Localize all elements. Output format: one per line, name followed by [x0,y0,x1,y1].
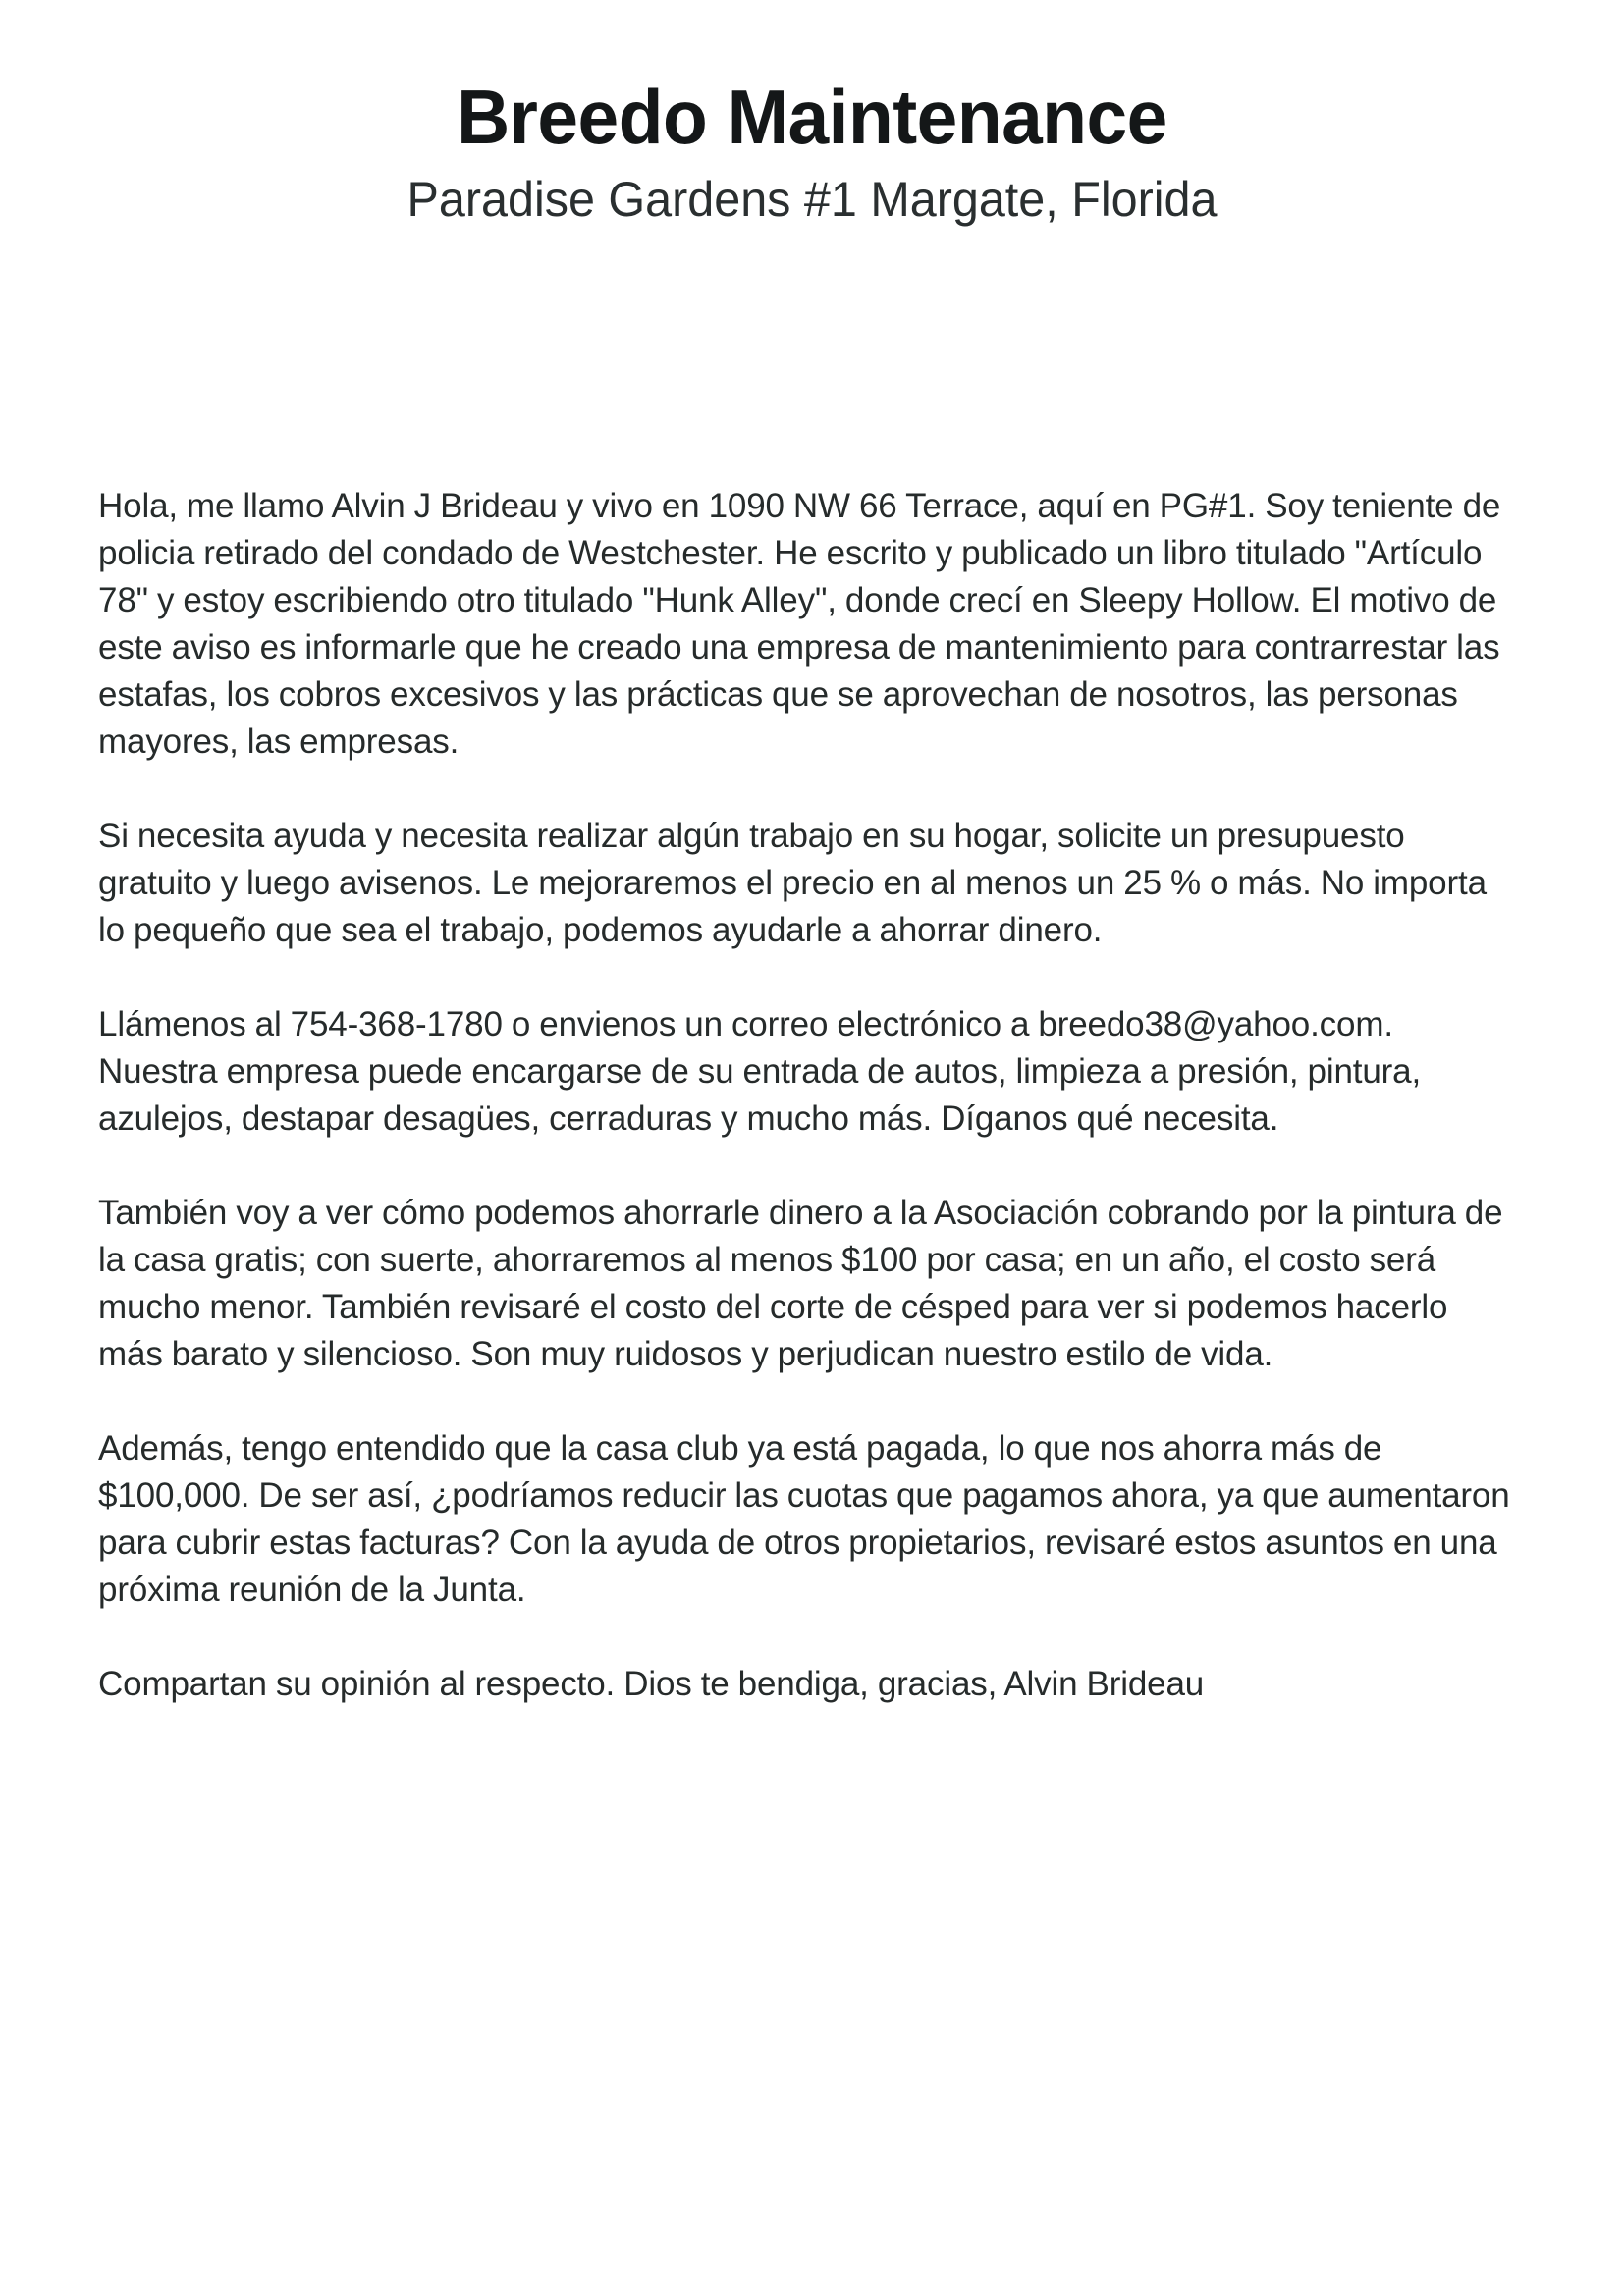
page-subtitle: Paradise Gardens #1 Margate, Florida [406,171,1218,227]
document-body [98,483,1517,1708]
body-paragraph-5: Además, tengo entendido que la casa club ya está pagada, lo que nos ahorra más de $100,000. De ser así, ¿podríamos reducir las cuotas que pagamos ahora, ya que aumentaron para cubrir estas facturas? Con la ayuda de otros propietarios, revisaré estos asuntos en una próxima reunión de la Junta. [98,1429,1519,1609]
body-paragraph-1: Hola, me llamo Alvin J Brideau y vivo en 1090 NW 66 Terrace, aquí en PG#1. Soy teniente de policia retirado del condado de Westchester. He escrito y publicado un libro titulado "Artículo 78" y estoy escribiendo otro titulado "Hunk Alley", donde crecí en Sleepy Hollow. El motivo de este aviso es informarle que he creado una empresa de mantenimiento para contrarrestar las estafas, los cobros excesivos y las prácticas que se aprovechan de nosotros, las personas mayores, las empresas. [98,487,1510,761]
body-paragraph-2: Si necesita ayuda y necesita realizar algún trabajo en su hogar, solicite un presupuesto gratuito y luego avisenos. Le mejoraremos el precio en al menos un 25 % o más. No importa lo pequeño que sea el trabajo, podemos ayudarle a ahorrar dinero. [98,817,1495,949]
body-paragraph-3: Llámenos al 754-368-1780 o envienos un correo electrónico a breedo38@yahoo.com. Nuestra empresa puede encargarse de su entrada de autos, limpieza a presión, pintura, azulejos, destapar desagües, cerraduras y mucho más. Díganos qué necesita. [98,1005,1431,1138]
closing-paragraph: Compartan su opinión al respecto. Dios te bendiga, gracias, Alvin Brideau [98,1665,1205,1703]
page-title: Breedo Maintenance [457,74,1167,160]
body-paragraph-4: También voy a ver cómo podemos ahorrarle dinero a la Asociación cobrando por la pintura de la casa gratis; con suerte, ahorraremos al menos $100 por casa; en un año, el costo será mucho menor. También revisaré el costo del corte de césped para ver si podemos hacerlo más barato y silencioso. Son muy ruidosos y perjudican nuestro estilo de vida. [98,1194,1512,1373]
document-header [0,0,1624,227]
